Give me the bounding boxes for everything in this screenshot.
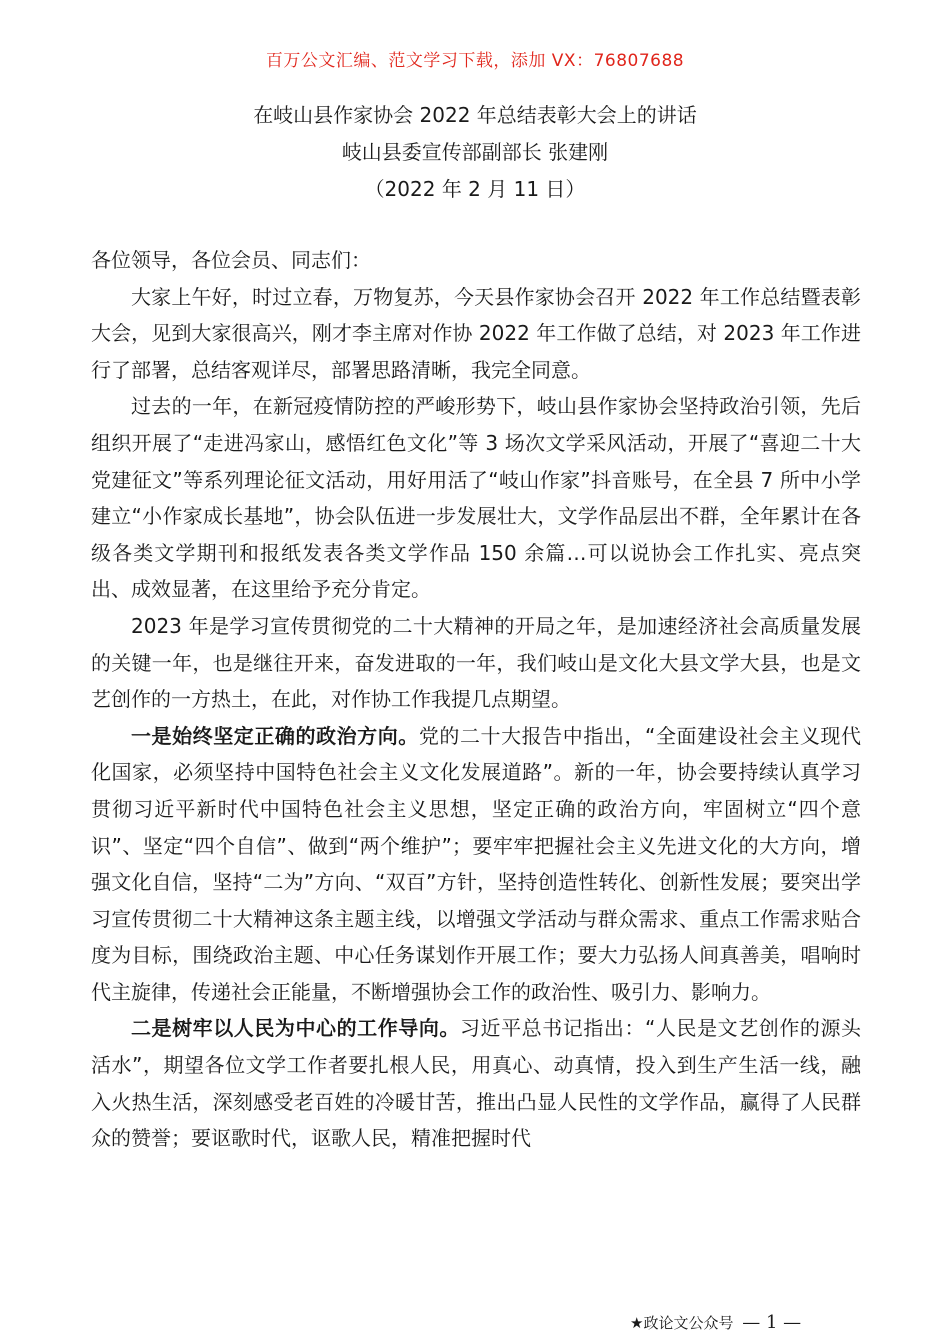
paragraph-3: 2023 年是学习宣传贯彻党的二十大精神的开局之年，是加速经济社会高质量发展的关键一年，也是继往开来，奋发进取的一年，我们岐山是文化大县文学大县，也是文艺创作的一方热土，在此，对作协工作我提几点期望。 [91, 613, 861, 712]
paragraph-2: 过去的一年，在新冠疫情防控的严峻形势下，岐山县作家协会坚持政治引领，先后组织开展了“走进冯家山，感悟红色文化”等 3 场次文学采风活动，开展了“喜迎二十大党建征文”等系列理论征文活动，用好用活了“岐山作家”抖音账号，在全县 7 所中小学建立“小作家成长基地”，协会队伍进一步发展壮大，文学作品层出不群，全年累计在各级各类文学期刊和报纸发表各类文学作品 150 余篇…可以说协会工作扎实、亮点突出、成效显著，在这里给予充分肯定。 [91, 394, 861, 602]
paragraph-5 [91, 1010, 861, 1156]
speech-date: （2022 年 2 月 11 日） [364, 177, 586, 201]
speech-body [91, 242, 861, 1157]
speech-title: 在岐山县作家协会 2022 年总结表彰大会上的讲话 [253, 103, 697, 127]
footer-source: ★政论文公众号 [630, 1314, 734, 1332]
point-1-heading: 一是始终坚定正确的政治方向。 [131, 723, 419, 748]
salutation: 各位领导，各位会员、同志们： [91, 248, 371, 272]
paragraph-1: 大家上午好，时过立春，万物复苏，今天县作家协会召开 2022 年工作总结暨表彰大会，见到大家很高兴，刚才李主席对作协 2022 年工作做了总结，对 2023 年工作进行了部署，总结客观详尽，部署思路清晰，我完全同意。 [91, 284, 861, 382]
paragraph-4 [91, 718, 861, 1011]
point-1-text: 党的二十大报告中指出，“全面建设社会主义现代化国家，必须坚持中国特色社会主义文化发展道路”。新的一年，协会要持续认真学习贯彻习近平新时代中国特色社会主义思想，坚定正确的政治方向，牢固树立“四个意识”、坚定“四个自信”、做到“两个维护”；要牢牢把握社会主义先进文化的大方向，增强文化自信，坚持“二为”方向、“双百”方针，坚持创造性转化、创新性发展；要突出学习宣传贯彻二十大精神这条主题主线，以增强文学活动与群众需求、重点工作需求贴合度为目标，围绕政治主题、中心任务谋划作开展工作；要大力弘扬人间真善美，唱响时代主旋律，传递社会正能量，不断增强协会工作的政治性、吸引力、影响力。 [91, 723, 861, 1004]
promo-banner: 百万公文汇编、范文学习下载，添加 VX：76807688 [265, 51, 685, 71]
title-block [0, 97, 950, 208]
point-2-heading: 二是树牢以人民为中心的工作导向。 [131, 1016, 460, 1041]
speaker-line: 岐山县委宣传部副部长 张建刚 [341, 140, 609, 164]
page-footer [630, 1312, 801, 1333]
point-2-text: 习近平总书记指出：“人民是文艺创作的源头活水”，期望各位文学工作者要扎根人民，用真心、动真情，投入到生产生活一线，融入火热生活，深刻感受老百姓的冷暖甘苦，推出凸显人民性的文学作品，赢得了人民群众的赞誉；要讴歌时代，讴歌人民，精准把握时代 [91, 1016, 861, 1151]
page-number: — 1 — [742, 1312, 802, 1333]
